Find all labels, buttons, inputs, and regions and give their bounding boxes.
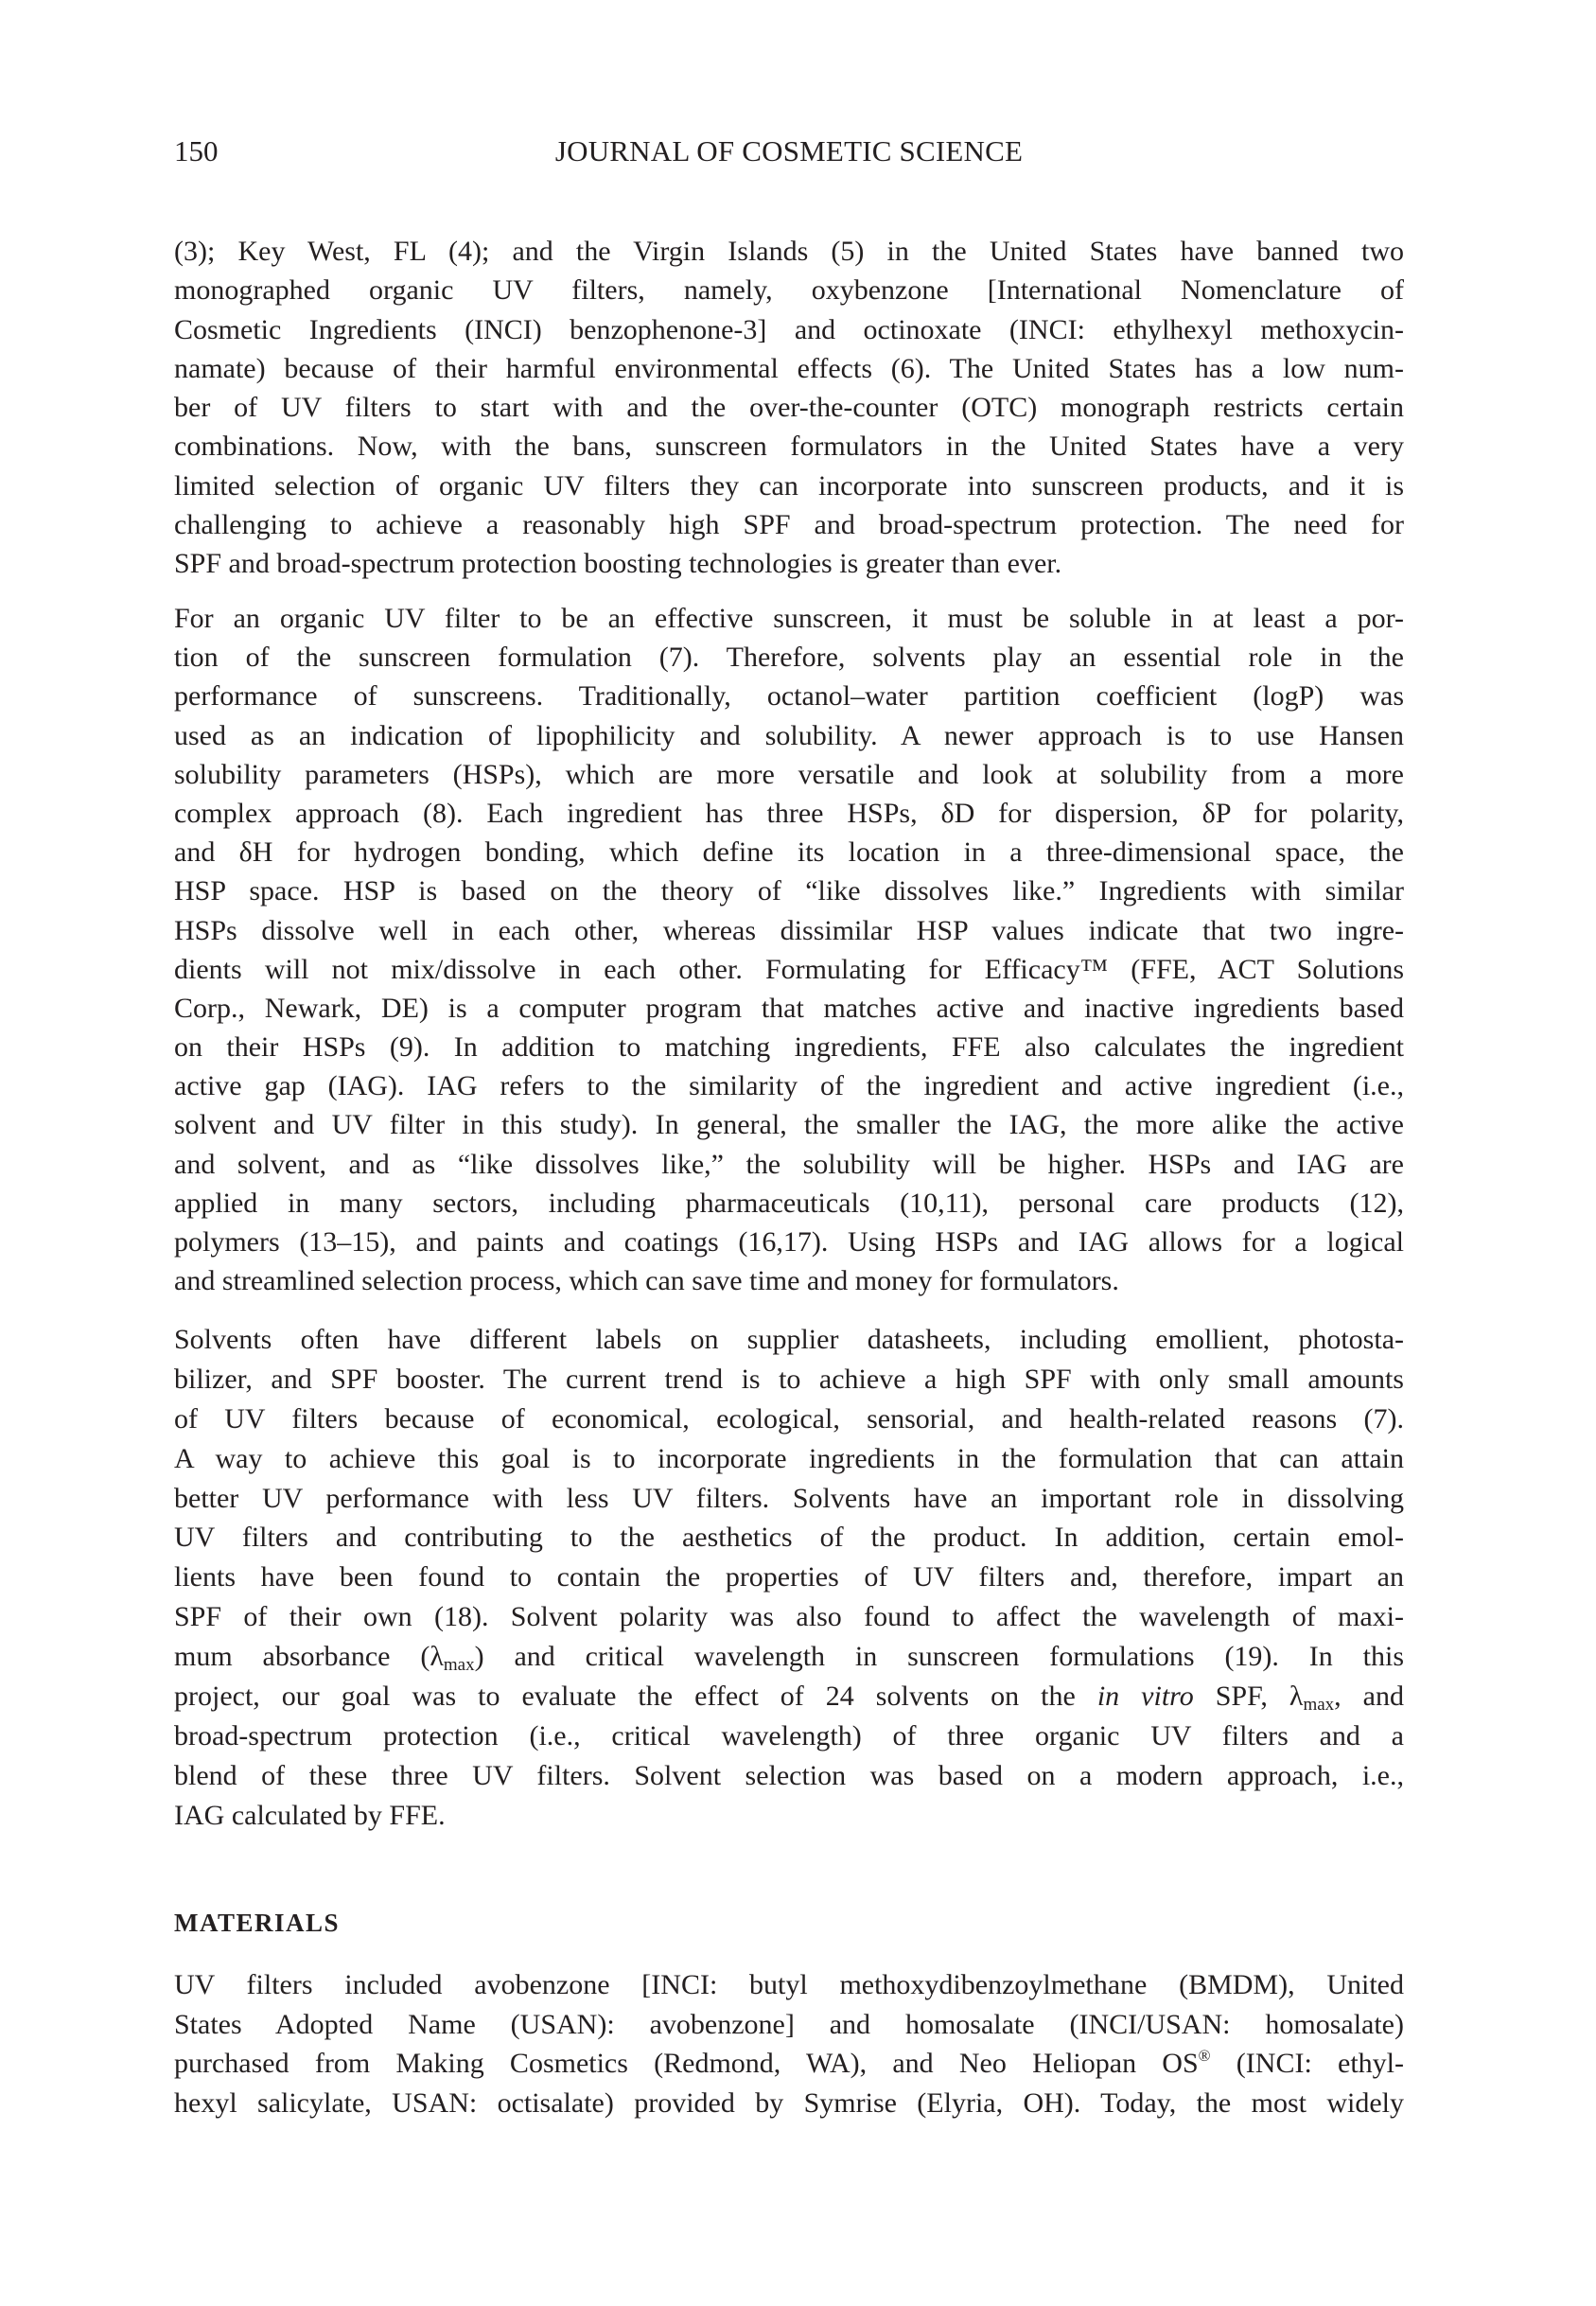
text-line: States Adopted Name (USAN): avobenzone] and homosalate (INCI/USAN: homosalate) <box>174 2008 1404 2040</box>
text-line: A way to achieve this goal is to incorporate ingredients in the formulation that can attain <box>174 1442 1404 1474</box>
text-line: UV filters and contributing to the aesthetics of the product. In addition, certain emol- <box>174 1522 1404 1554</box>
paragraph-ban-context <box>174 232 1404 583</box>
text-segment: (INCI: ethyl- <box>1210 2048 1404 2079</box>
text-line: polymers (13–15), and paints and coatings (16,17). Using HSPs and IAG allows for a logical <box>174 1226 1404 1258</box>
text-line: IAG calculated by FFE. <box>174 1799 446 1831</box>
text-line: Solvents often have different labels on supplier datasheets, including emollient, photosta- <box>174 1324 1404 1355</box>
text-line: (3); Key West, FL (4); and the Virgin Islands (5) in the United States have banned two <box>174 236 1404 267</box>
text-line: lients have been found to contain the properties of UV filters and, therefore, impart an <box>174 1561 1404 1593</box>
text-line: Corp., Newark, DE) is a computer program that matches active and inactive ingredients based <box>174 992 1404 1024</box>
text-line: used as an indication of lipophilicity and solubility. A newer approach is to use Hansen <box>174 719 1404 751</box>
text-line: combinations. Now, with the bans, sunscreen formulators in the United States have a very <box>174 431 1404 463</box>
paragraph-project-goal <box>174 1320 1404 1836</box>
text-line: complex approach (8). Each ingredient has three HSPs, δD for dispersion, δP for polarity, <box>174 797 1404 829</box>
text-line: on their HSPs (9). In addition to matching ingredients, FFE also calculates the ingredient <box>174 1031 1404 1064</box>
text-line: tion of the sunscreen formulation (7). Therefore, solvents play an essential role in the <box>174 642 1404 674</box>
text-line: dients will not mix/dissolve in each other. Formulating for Efficacy™ (FFE, ACT Solutions <box>174 953 1404 985</box>
text-line: hexyl salicylate, USAN: octisalate) provided by Symrise (Elyria, OH). Today, the most widely <box>174 2086 1404 2119</box>
paragraph-materials <box>174 1965 1404 2122</box>
text-line: SPF and broad-spectrum protection boosting technologies is greater than ever. <box>174 548 1062 579</box>
registered-mark: ® <box>1198 2047 1211 2065</box>
text-line: HSP space. HSP is based on the theory of “like dissolves like.” Ingredients with similar <box>174 875 1404 907</box>
text-line: challenging to achieve a reasonably high SPF and broad-spectrum protection. The need for <box>174 508 1404 540</box>
text-segment: SPF, λ <box>1193 1681 1304 1713</box>
text-line: broad-spectrum protection (i.e., critical wavelength) of three organic UV filters and a <box>174 1719 1404 1752</box>
text-line: For an organic UV filter to be an effective sunscreen, it must be soluble in at least a por- <box>174 603 1404 634</box>
text-segment: project, our goal was to evaluate the effect of 24 solvents on the <box>174 1681 1097 1713</box>
text-line: and streamlined selection process, which can save time and money for formulators. <box>174 1265 1119 1297</box>
text-line: ber of UV filters to start with and the over-the-counter (OTC) monograph restricts certain <box>174 392 1404 423</box>
text-line: better UV performance with less UV filters. Solvents have an important role in dissolving <box>174 1482 1404 1514</box>
subscript: max <box>1303 1695 1335 1716</box>
italic-text: in vitro <box>1096 1681 1194 1713</box>
section-heading-materials: MATERIALS <box>174 1909 341 1937</box>
text-line: SPF of their own (18). Solvent polarity was also found to affect the wavelength of maxi- <box>174 1601 1404 1633</box>
text-line: HSPs dissolve well in each other, whereas dissimilar HSP values indicate that two ingre- <box>174 914 1404 946</box>
text-line: performance of sunscreens. Traditionally, octanol–water partition coefficient (logP) was <box>174 680 1404 713</box>
text-line: active gap (IAG). IAG refers to the similarity of the ingredient and active ingredient (i.e., <box>174 1070 1404 1102</box>
text-line: monographed organic UV filters, namely, oxybenzone [International Nomenclature of <box>174 274 1404 307</box>
text-line: limited selection of organic UV filters they can incorporate into sunscreen products, and it is <box>174 469 1404 502</box>
subscript: max <box>443 1655 475 1676</box>
running-head <box>174 132 1404 170</box>
text-line: applied in many sectors, including pharmaceuticals (10,11), personal care products (12), <box>174 1187 1404 1219</box>
text-line: and solvent, and as “like dissolves like,” the solubility will be higher. HSPs and IAG are <box>174 1148 1404 1180</box>
text-line <box>174 1637 1404 1677</box>
text-line: bilizer, and SPF booster. The current trend is to achieve a high SPF with only small amounts <box>174 1363 1404 1395</box>
text-line: Cosmetic Ingredients (INCI) benzophenone-3] and octinoxate (INCI: ethylhexyl methoxycin- <box>174 313 1404 345</box>
text-line: and δH for hydrogen bonding, which define its location in a three-dimensional space, the <box>174 836 1404 869</box>
page-number: 150 <box>174 134 219 167</box>
text-line: solubility parameters (HSPs), which are more versatile and look at solubility from a more <box>174 758 1404 790</box>
text-line: namate) because of their harmful environmental effects (6). The United States has a low num- <box>174 352 1404 384</box>
text-segment: purchased from Making Cosmetics (Redmond, WA), and Neo Heliopan OS <box>174 2048 1199 2079</box>
text-segment: mum absorbance (λ <box>174 1641 444 1673</box>
paragraph-hansen-solubility <box>174 599 1404 1300</box>
text-segment: ) and critical wavelength in sunscreen formulations (19). In this <box>474 1641 1404 1673</box>
text-line: solvent and UV filter in this study). In general, the smaller the IAG, the more alike the active <box>174 1109 1404 1141</box>
text-line: UV filters included avobenzone [INCI: butyl methoxydibenzoylmethane (BMDM), United <box>174 1969 1404 2000</box>
text-segment: , and <box>1334 1681 1404 1713</box>
journal-title: JOURNAL OF COSMETIC SCIENCE <box>554 134 1024 167</box>
text-line: of UV filters because of economical, ecological, sensorial, and health-related reasons (7). <box>174 1402 1404 1435</box>
text-line: blend of these three UV filters. Solvent selection was based on a modern approach, i.e., <box>174 1759 1404 1791</box>
text-line <box>174 2044 1404 2084</box>
text-line <box>174 1677 1404 1716</box>
